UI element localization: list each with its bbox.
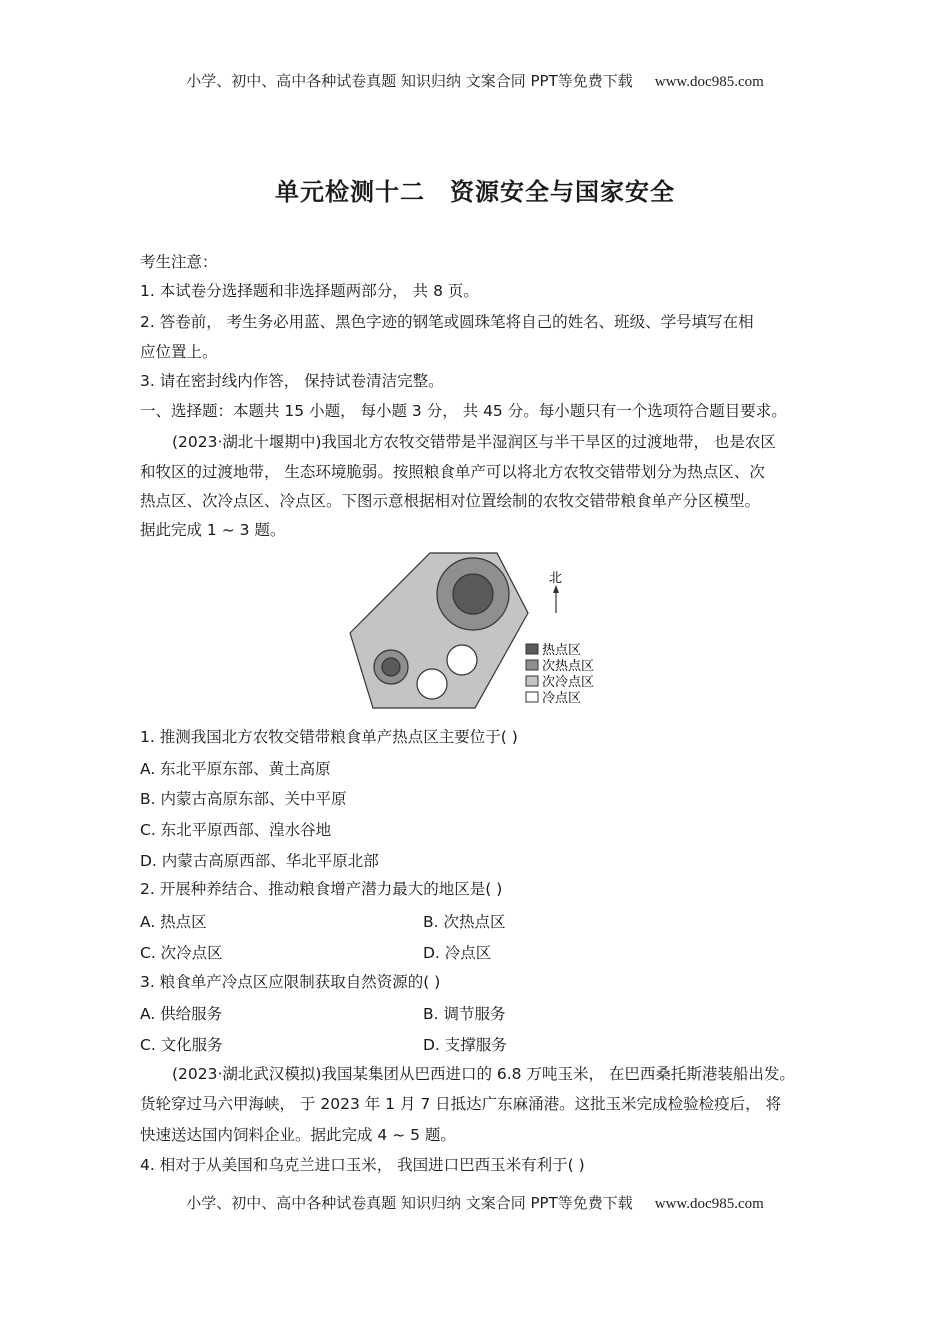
passage2-line-1: (2023·湖北武汉模拟)我国某集团从巴西进口的 6.8 万吨玉米， 在巴西桑托斯港装船出发。 bbox=[172, 1065, 795, 1083]
legend-swatch-hot bbox=[526, 644, 538, 654]
page-title: 单元检测十二 资源安全与国家安全 bbox=[275, 178, 675, 206]
q3-option-b: B. 调节服务 bbox=[423, 1005, 506, 1023]
page-footer bbox=[0, 1192, 950, 1213]
passage1-line-3: 热点区、次冷点区、冷点区。下图示意根据相对位置绘制的农牧交错带粮食单产分区模型。 bbox=[140, 492, 761, 510]
q2-option-d: D. 冷点区 bbox=[423, 944, 492, 962]
q1-option-d: D. 内蒙古高原西部、华北平原北部 bbox=[140, 852, 379, 870]
notice-item-1: 1. 本试卷分选择题和非选择题两部分， 共 8 页。 bbox=[140, 282, 479, 300]
q3-option-c: C. 文化服务 bbox=[140, 1036, 223, 1054]
north-label: 北 bbox=[549, 571, 563, 586]
passage2-line-2: 货轮穿过马六甲海峡， 于 2023 年 1 月 7 日抵达广东麻涌港。这批玉米完成检验检疫后， 将 bbox=[140, 1095, 782, 1113]
legend-swatch-subhot bbox=[526, 660, 538, 670]
hot-zone-large bbox=[453, 574, 493, 614]
legend-label-subhot: 次热点区 bbox=[542, 659, 595, 674]
notice-item-2-line-2: 应位置上。 bbox=[140, 343, 218, 361]
q4-stem: 4. 相对于从美国和乌克兰进口玉米， 我国进口巴西玉米有利于( ) bbox=[140, 1156, 585, 1174]
q2-option-b: B. 次热点区 bbox=[423, 913, 506, 931]
legend-swatch-cold bbox=[526, 692, 538, 702]
q1-stem: 1. 推测我国北方农牧交错带粮食单产热点区主要位于( ) bbox=[140, 728, 518, 746]
hot-zone-small bbox=[382, 658, 400, 676]
legend-swatch-subcold bbox=[526, 676, 538, 686]
notice-heading: 考生注意： bbox=[140, 253, 218, 271]
q2-option-c: C. 次冷点区 bbox=[140, 944, 223, 962]
q1-option-b: B. 内蒙古高原东部、关中平原 bbox=[140, 790, 347, 808]
q2-option-a: A. 热点区 bbox=[140, 913, 207, 931]
north-arrow-icon bbox=[553, 585, 559, 593]
cold-zone-1 bbox=[447, 645, 477, 675]
q1-option-c: C. 东北平原西部、湟水谷地 bbox=[140, 821, 332, 839]
q3-option-d: D. 支撑服务 bbox=[423, 1036, 507, 1054]
header-text: 小学、初中、高中各种试卷真题 知识归纳 文案合同 PPT等免费下载 bbox=[186, 72, 633, 90]
legend-label-subcold: 次冷点区 bbox=[542, 675, 595, 690]
q1-option-a: A. 东北平原东部、黄土高原 bbox=[140, 760, 331, 778]
section-heading: 一、选择题：本题共 15 小题， 每小题 3 分， 共 45 分。每小题只有一个选项符合题目要求。 bbox=[140, 402, 787, 420]
footer-text: 小学、初中、高中各种试卷真题 知识归纳 文案合同 PPT等免费下载 bbox=[186, 1194, 633, 1212]
footer-site[interactable]: www.doc985.com bbox=[654, 1196, 764, 1212]
q3-option-a: A. 供给服务 bbox=[140, 1005, 223, 1023]
passage2-line-3: 快速送达国内饲料企业。据此完成 4 ~ 5 题。 bbox=[140, 1126, 456, 1144]
q3-stem: 3. 粮食单产冷点区应限制获取自然资源的( ) bbox=[140, 973, 441, 991]
passage1-line-2: 和牧区的过渡地带， 生态环境脆弱。按照粮食单产可以将北方农牧交错带划分为热点区、次 bbox=[140, 463, 765, 481]
header-site[interactable]: www.doc985.com bbox=[654, 74, 764, 90]
zone-model-figure bbox=[345, 548, 615, 713]
legend-label-hot: 热点区 bbox=[542, 643, 582, 658]
cold-zone-2 bbox=[417, 669, 447, 699]
notice-item-2-line-1: 2. 答卷前， 考生务必用蓝、黑色字迹的钢笔或圆珠笔将自己的姓名、班级、学号填写在相 bbox=[140, 313, 754, 331]
legend-label-cold: 冷点区 bbox=[542, 691, 582, 706]
passage1-line-1: (2023·湖北十堰期中)我国北方农牧交错带是半湿润区与半干旱区的过渡地带， 也是农区 bbox=[172, 433, 776, 451]
page-header bbox=[0, 70, 950, 91]
q2-stem: 2. 开展种养结合、推动粮食增产潜力最大的地区是( ) bbox=[140, 880, 503, 898]
passage1-line-4: 据此完成 1 ~ 3 题。 bbox=[140, 521, 286, 539]
notice-item-3: 3. 请在密封线内作答， 保持试卷清洁完整。 bbox=[140, 372, 444, 390]
